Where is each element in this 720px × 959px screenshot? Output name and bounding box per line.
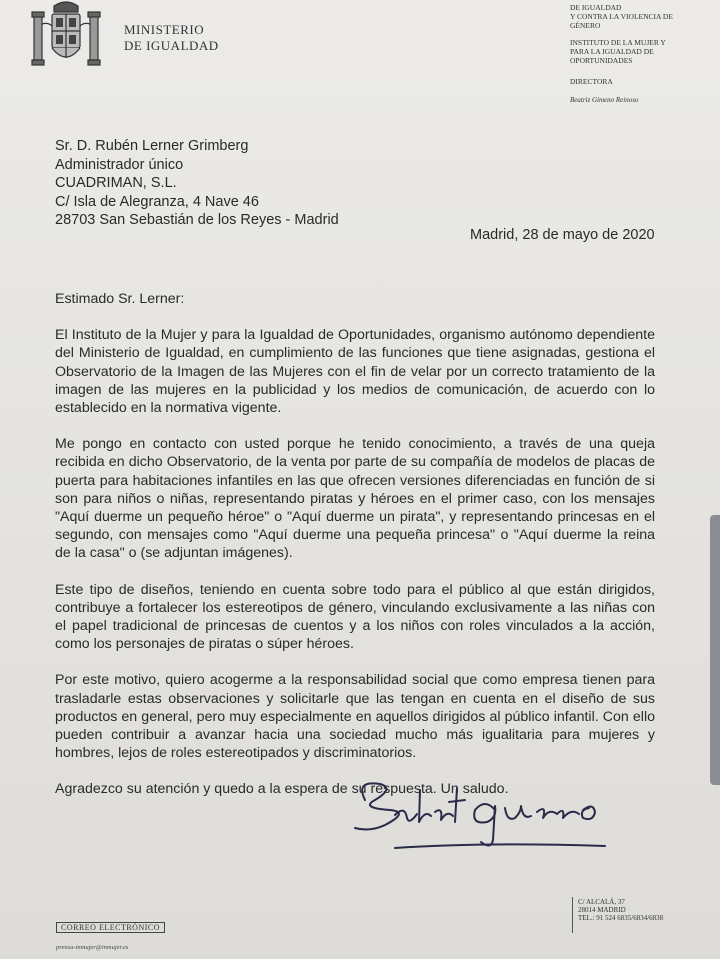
- recipient-line4: C/ Isla de Alegranza, 4 Nave 46: [55, 193, 259, 210]
- paragraph-2: Me pongo en contacto con usted porque he tenido conocimiento, a través de una queja recibida en dicho Observatorio, de la venta por parte de su compañía de modelos de placas de puerta para habitaciones infantiles en las que ofrecen versiones diferenciadas en función de si son para niños o niñas, representando piratas y héroes en el primer caso, con los mensajes "Aquí duerme un pequeño héroe" o "Aquí duerme un pirata", y representando princesas en el segundo, con mensajes como "Aquí duerme una pequeña princesa" o "Aquí duerme la reina de la casa" o (se adjuntan imágenes).: [55, 436, 655, 562]
- secretaria-line3: GÉNERO: [570, 21, 601, 30]
- recipient-line3: CUADRIMAN, S.L.: [55, 175, 177, 191]
- ministry-line2: DE IGUALDAD: [124, 38, 219, 53]
- directora-name: Beatriz Gimeno Reinoso: [570, 96, 639, 104]
- email-address: prensa-inmujer@inmujer.es: [56, 944, 129, 951]
- recipient-line2: Administrador único: [55, 156, 184, 173]
- paragraph-1: El Instituto de la Mujer y para la Igualdad de Oportunidades, organismo autónomo dependiente del Ministerio de Igualdad, en cumplimiento de las funciones que tiene asignadas, gestiona el Observatorio de la Imagen de las Mujeres con el fin de velar por un correcto tratamiento de la imagen de las mujeres en la publicidad y los medios de comunicación, de acuerdo con lo establecido en la normativa vigente.: [55, 327, 655, 417]
- instituto-line3: OPORTUNIDADES: [570, 56, 633, 65]
- footer-address-line2: 28014 MADRID: [578, 906, 626, 914]
- ministry-line1: MINISTERIO: [124, 22, 205, 37]
- handwritten-signature: [335, 770, 635, 860]
- directora-label: DIRECTORA: [570, 77, 613, 86]
- letter-date: Madrid, 28 de mayo de 2020: [470, 227, 655, 243]
- footer-divider: [572, 897, 573, 933]
- secretaria-block: [570, 3, 710, 30]
- secretaria-line1: DE IGUALDAD: [570, 3, 622, 12]
- page-edge-shadow: [710, 515, 720, 785]
- email-label: CORREO ELECTRÓNICO: [56, 922, 165, 933]
- instituto-line2: PARA LA IGUALDAD DE: [570, 47, 654, 56]
- institution-block: [570, 0, 710, 105]
- paragraph-3: Este tipo de diseños, teniendo en cuenta sobre todo para el público al que están dirigidos, contribuye a fortalecer los estereotipos de género, vinculando exclusivamente a las niñas con el papel tradicional de princesas de cuentos y a los niños con roles vinculados a la acción, como los personajes de piratas o súper héroes.: [55, 581, 655, 653]
- paragraph-4: Por este motivo, quiero acogerme a la responsabilidad social que como empresa tienen para trasladarle estas observaciones y solicitarle que las tengan en cuenta en el diseño de sus productos en general, pero muy especialmente en aquellos dirigidos al público infantil. Con ello pueden contribuir a avanzar hacia una sociedad mucho más igualitaria para mujeres y hombres, lejos de roles estereotipados y discriminatorios.: [55, 672, 655, 762]
- greeting: Estimado Sr. Lerner:: [55, 291, 185, 307]
- footer-address: [578, 898, 663, 922]
- closing: Agradezco su atención y quedo a la espera de su respuesta. Un saludo.: [55, 781, 509, 798]
- letter-body: [55, 290, 655, 817]
- recipient-address: [55, 137, 339, 230]
- recipient-line1: Sr. D. Rubén Lerner Grimberg: [55, 138, 249, 154]
- secretaria-line2: Y CONTRA LA VIOLENCIA DE: [570, 12, 673, 21]
- ministry-name: [124, 22, 219, 54]
- instituto-line1: INSTITUTO DE LA MUJER Y: [570, 38, 666, 47]
- coat-of-arms-icon: [26, 0, 106, 76]
- footer-address-line1: C/ ALCALÁ, 37: [578, 898, 625, 906]
- footer-phone: TEL.: 91 524 6835/6834/6838: [578, 914, 664, 922]
- recipient-line5: 28703 San Sebastián de los Reyes - Madrid: [55, 212, 339, 228]
- instituto-block: [570, 38, 710, 65]
